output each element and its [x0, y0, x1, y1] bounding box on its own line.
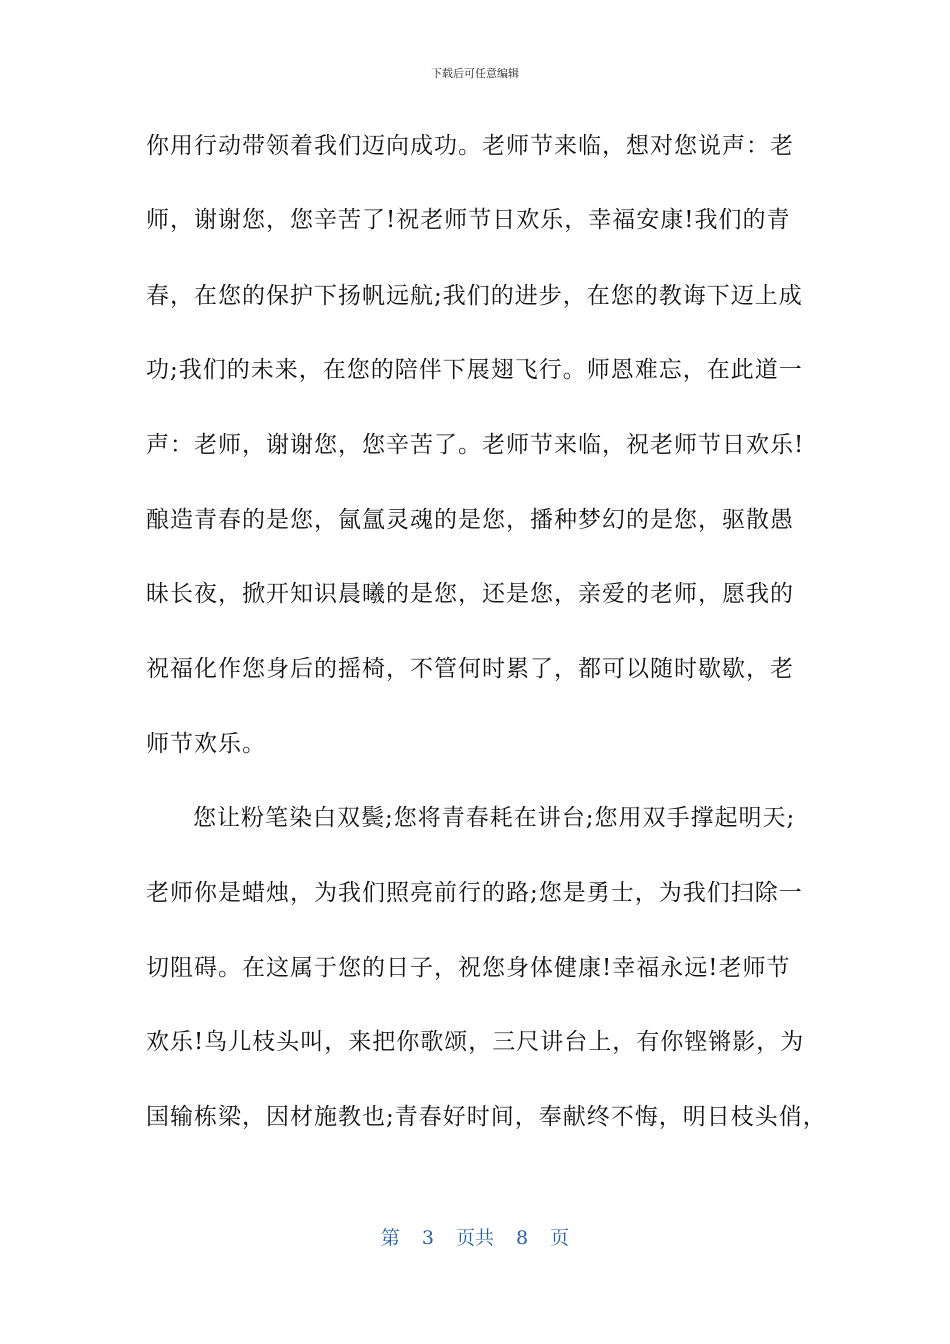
footer-suffix: 页 — [550, 1227, 570, 1249]
text-line: 功;我们的未来，在您的陪伴下展翅飞行。师恩难忘，在此道一 — [146, 357, 803, 383]
text-line: 春，在您的保护下扬帆远航;我们的进步，在您的教诲下迈上成 — [146, 283, 803, 309]
text-line: 你用行动带领着我们迈向成功。老师节来临，想对您说声：老 — [146, 133, 794, 159]
text-line: 师节欢乐。 — [146, 731, 266, 757]
current-page-number: 3 — [421, 1227, 434, 1249]
text-line: 祝福化作您身后的摇椅，不管何时累了，都可以随时歇歇，老 — [146, 656, 794, 682]
text-line: 声：老师，谢谢您，您辛苦了。老师节来临，祝老师节日欢乐! — [146, 432, 805, 458]
footer-prefix: 第 — [380, 1227, 400, 1249]
text-line: 老师你是蜡烛，为我们照亮前行的路;您是勇士，为我们扫除一 — [146, 880, 803, 906]
page-header: 下载后可任意编辑 — [431, 67, 519, 80]
text-line: 国输栋梁，因材施教也;青春好时间，奉献终不悔，明日枝头俏， — [146, 1104, 827, 1130]
footer-middle: 页共 — [455, 1227, 494, 1249]
total-pages-number: 8 — [516, 1227, 529, 1249]
page-footer — [0, 1226, 950, 1250]
text-line: 昧长夜，掀开知识晨曦的是您，还是您，亲爱的老师，愿我的 — [146, 581, 794, 607]
paragraph-first-line: 您让粉笔染白双鬓;您将青春耗在讲台;您用双手撑起明天; — [193, 805, 796, 831]
text-line: 酿造青春的是您，氤氲灵魂的是您，播种梦幻的是您，驱散愚 — [146, 507, 794, 533]
text-line: 切阻碍。在这属于您的日子，祝您身体健康!幸福永远!老师节 — [146, 955, 791, 981]
text-line: 师，谢谢您，您辛苦了!祝老师节日欢乐，幸福安康!我们的青 — [146, 207, 791, 233]
text-line: 欢乐!鸟儿枝头叫，来把你歌颂，三尺讲台上，有你铿锵影，为 — [146, 1029, 805, 1055]
